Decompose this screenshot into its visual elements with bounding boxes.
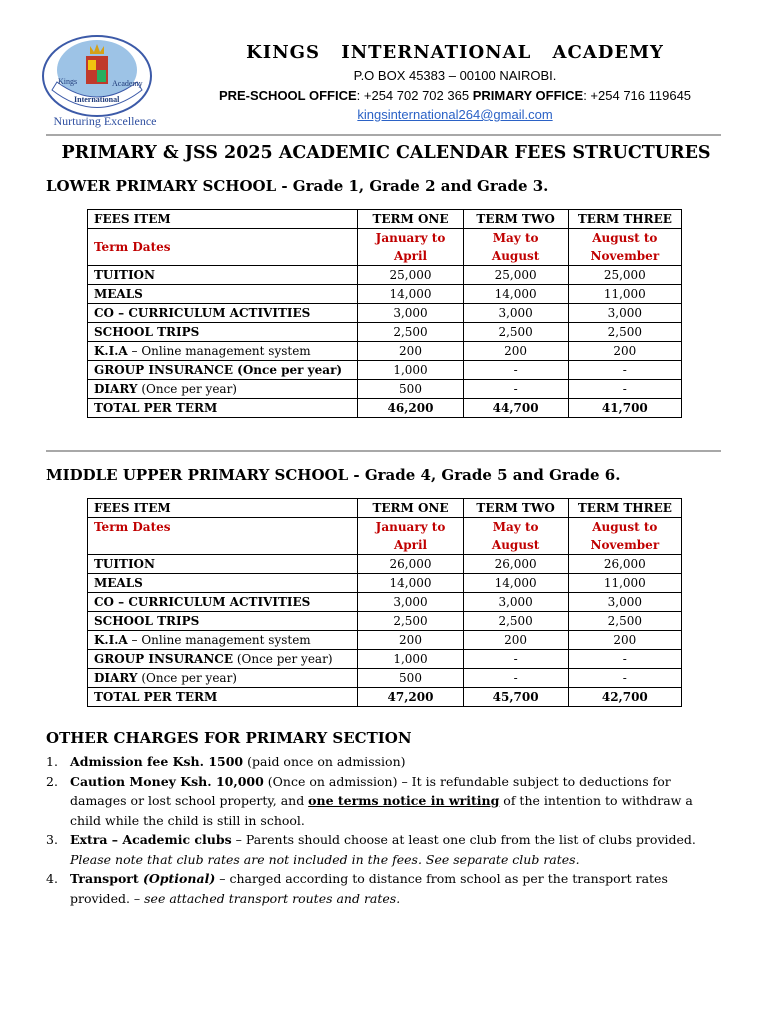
table-row (88, 380, 682, 399)
fee-value: 3,000 (358, 593, 463, 612)
table-row (88, 612, 682, 631)
postal-address: P.O BOX 45383 – 00100 NAIROBI. (353, 68, 557, 83)
term-three-dates: August to November (568, 518, 681, 555)
fee-value: 14,000 (358, 285, 463, 304)
fee-value: - (568, 361, 681, 380)
fee-value: 2,500 (358, 612, 463, 631)
fee-value: 25,000 (358, 266, 463, 285)
total-value: 44,700 (463, 399, 568, 418)
fee-value: 500 (358, 669, 463, 688)
fee-item: MEALS (88, 574, 358, 593)
total-label: TOTAL PER TERM (88, 688, 358, 707)
fee-value: 2,500 (463, 323, 568, 342)
table-row (88, 574, 682, 593)
term-one-dates: January to April (358, 229, 463, 266)
column-header: TERM TWO (463, 210, 568, 229)
fee-value: 3,000 (568, 304, 681, 323)
list-item: 3. Extra – Academic clubs – Parents should choose at least one club from the list of clubs provided. Please note that club rates are not included in the fees. See separate club rates. (46, 832, 696, 867)
fee-value: 200 (568, 631, 681, 650)
table-row (88, 593, 682, 612)
preschool-office-phone: : +254 702 702 365 (356, 88, 473, 103)
column-header: TERM THREE (568, 499, 681, 518)
term-dates-row (88, 518, 682, 555)
fee-value: 11,000 (568, 285, 681, 304)
fee-item: GROUP INSURANCE (Once per year) (88, 650, 358, 669)
fee-value: 14,000 (358, 574, 463, 593)
fee-value: 14,000 (463, 574, 568, 593)
fee-item: TUITION (88, 555, 358, 574)
lower-primary-fees-table (87, 209, 682, 418)
preschool-office-label: PRE-SCHOOL OFFICE (218, 88, 357, 103)
fee-item: K.I.A – Online management system (88, 631, 358, 650)
fee-value: 3,000 (463, 593, 568, 612)
table-header-row (88, 210, 682, 229)
fee-value: - (568, 380, 681, 399)
column-header: TERM ONE (358, 499, 463, 518)
fee-value: 200 (358, 342, 463, 361)
term-three-dates: August to November (568, 229, 681, 266)
fee-value: 200 (358, 631, 463, 650)
logo-text-mid: International (74, 95, 120, 104)
other-charges-heading: OTHER CHARGES FOR PRIMARY SECTION (46, 729, 412, 747)
total-value: 45,700 (463, 688, 568, 707)
list-item: 2. Caution Money Ksh. 10,000 (Once on admission) – It is refundable subject to deductions for damages or lost school property, and one terms notice in writing of the intention to withdraw a child while the child is still in school. (46, 773, 693, 828)
table-row (88, 285, 682, 304)
fee-item: CO – CURRICULUM ACTIVITIES (88, 304, 358, 323)
fee-value: 200 (568, 342, 681, 361)
table-row (88, 650, 682, 669)
column-header: TERM THREE (568, 210, 681, 229)
total-value: 42,700 (568, 688, 681, 707)
fee-value: 11,000 (568, 574, 681, 593)
fee-value: - (568, 650, 681, 669)
other-charges-list (46, 752, 726, 908)
fee-value: 2,500 (568, 323, 681, 342)
term-dates-row (88, 229, 682, 266)
fee-value: 3,000 (568, 593, 681, 612)
fee-item: TUITION (88, 266, 358, 285)
section-divider (46, 450, 721, 452)
fee-value: 2,500 (463, 612, 568, 631)
table-row (88, 361, 682, 380)
table-row (88, 669, 682, 688)
fee-value: 14,000 (463, 285, 568, 304)
fee-value: 25,000 (568, 266, 681, 285)
fee-value: 1,000 (358, 361, 463, 380)
table-row (88, 631, 682, 650)
list-item: 1. Admission fee Ksh. 1500 (paid once on admission) (46, 754, 406, 769)
term-two-dates: May to August (463, 229, 568, 266)
fee-value: 26,000 (358, 555, 463, 574)
table-header-row (88, 499, 682, 518)
logo-text-left: Kings (58, 77, 78, 86)
upper-primary-heading: MIDDLE UPPER PRIMARY SCHOOL - Grade 4, Grade 5 and Grade 6. (46, 466, 621, 484)
table-row (88, 342, 682, 361)
fee-value: - (568, 669, 681, 688)
column-header: TERM TWO (463, 499, 568, 518)
fee-item: MEALS (88, 285, 358, 304)
fee-item: SCHOOL TRIPS (88, 612, 358, 631)
email-link[interactable]: kingsinternational264@gmail.com (357, 107, 553, 122)
fee-value: - (463, 361, 568, 380)
total-label: TOTAL PER TERM (88, 399, 358, 418)
fee-value: 26,000 (463, 555, 568, 574)
fee-value: 2,500 (568, 612, 681, 631)
fee-item: CO – CURRICULUM ACTIVITIES (88, 593, 358, 612)
list-item: 4. Transport (Optional) – charged according to distance from school as per the transport rates provided. – see attached transport routes and rates. (46, 871, 668, 906)
fee-value: 500 (358, 380, 463, 399)
table-row (88, 304, 682, 323)
header-divider (46, 134, 721, 136)
total-row (88, 399, 682, 418)
term-dates-label: Term Dates (88, 518, 358, 555)
table-row (88, 555, 682, 574)
primary-office-phone: : +254 716 119645 (583, 88, 692, 103)
table-row (88, 323, 682, 342)
primary-office-label: PRIMARY OFFICE (472, 88, 584, 103)
lower-primary-heading: LOWER PRIMARY SCHOOL - Grade 1, Grade 2 and Grade 3. (46, 177, 549, 195)
school-motto: Nurturing Excellence (53, 114, 157, 128)
fee-item: DIARY (Once per year) (88, 380, 358, 399)
fee-value: 3,000 (358, 304, 463, 323)
total-value: 47,200 (358, 688, 463, 707)
fee-item: K.I.A – Online management system (88, 342, 358, 361)
fee-value: 2,500 (358, 323, 463, 342)
total-value: 41,700 (568, 399, 681, 418)
fee-value: 200 (463, 631, 568, 650)
fee-value: 3,000 (463, 304, 568, 323)
column-header: FEES ITEM (88, 499, 358, 518)
fee-item: GROUP INSURANCE (Once per year) (88, 361, 358, 380)
school-name: KINGS INTERNATIONAL ACADEMY (246, 42, 664, 63)
fee-value: 1,000 (358, 650, 463, 669)
term-two-dates: May to August (463, 518, 568, 555)
table-row (88, 266, 682, 285)
term-one-dates: January to April (358, 518, 463, 555)
fee-value: - (463, 380, 568, 399)
fee-value: - (463, 650, 568, 669)
column-header: FEES ITEM (88, 210, 358, 229)
fee-value: - (463, 669, 568, 688)
logo-text-right: Academy (112, 79, 143, 88)
fee-value: 200 (463, 342, 568, 361)
fee-value: 26,000 (568, 555, 681, 574)
total-row (88, 688, 682, 707)
upper-primary-fees-table (87, 498, 682, 707)
fee-value: 25,000 (463, 266, 568, 285)
term-dates-label: Term Dates (88, 229, 358, 266)
office-phones (180, 88, 730, 103)
column-header: TERM ONE (358, 210, 463, 229)
fee-item: SCHOOL TRIPS (88, 323, 358, 342)
total-value: 46,200 (358, 399, 463, 418)
fee-item: DIARY (Once per year) (88, 669, 358, 688)
document-title: PRIMARY & JSS 2025 ACADEMIC CALENDAR FEES STRUCTURES (61, 143, 711, 163)
